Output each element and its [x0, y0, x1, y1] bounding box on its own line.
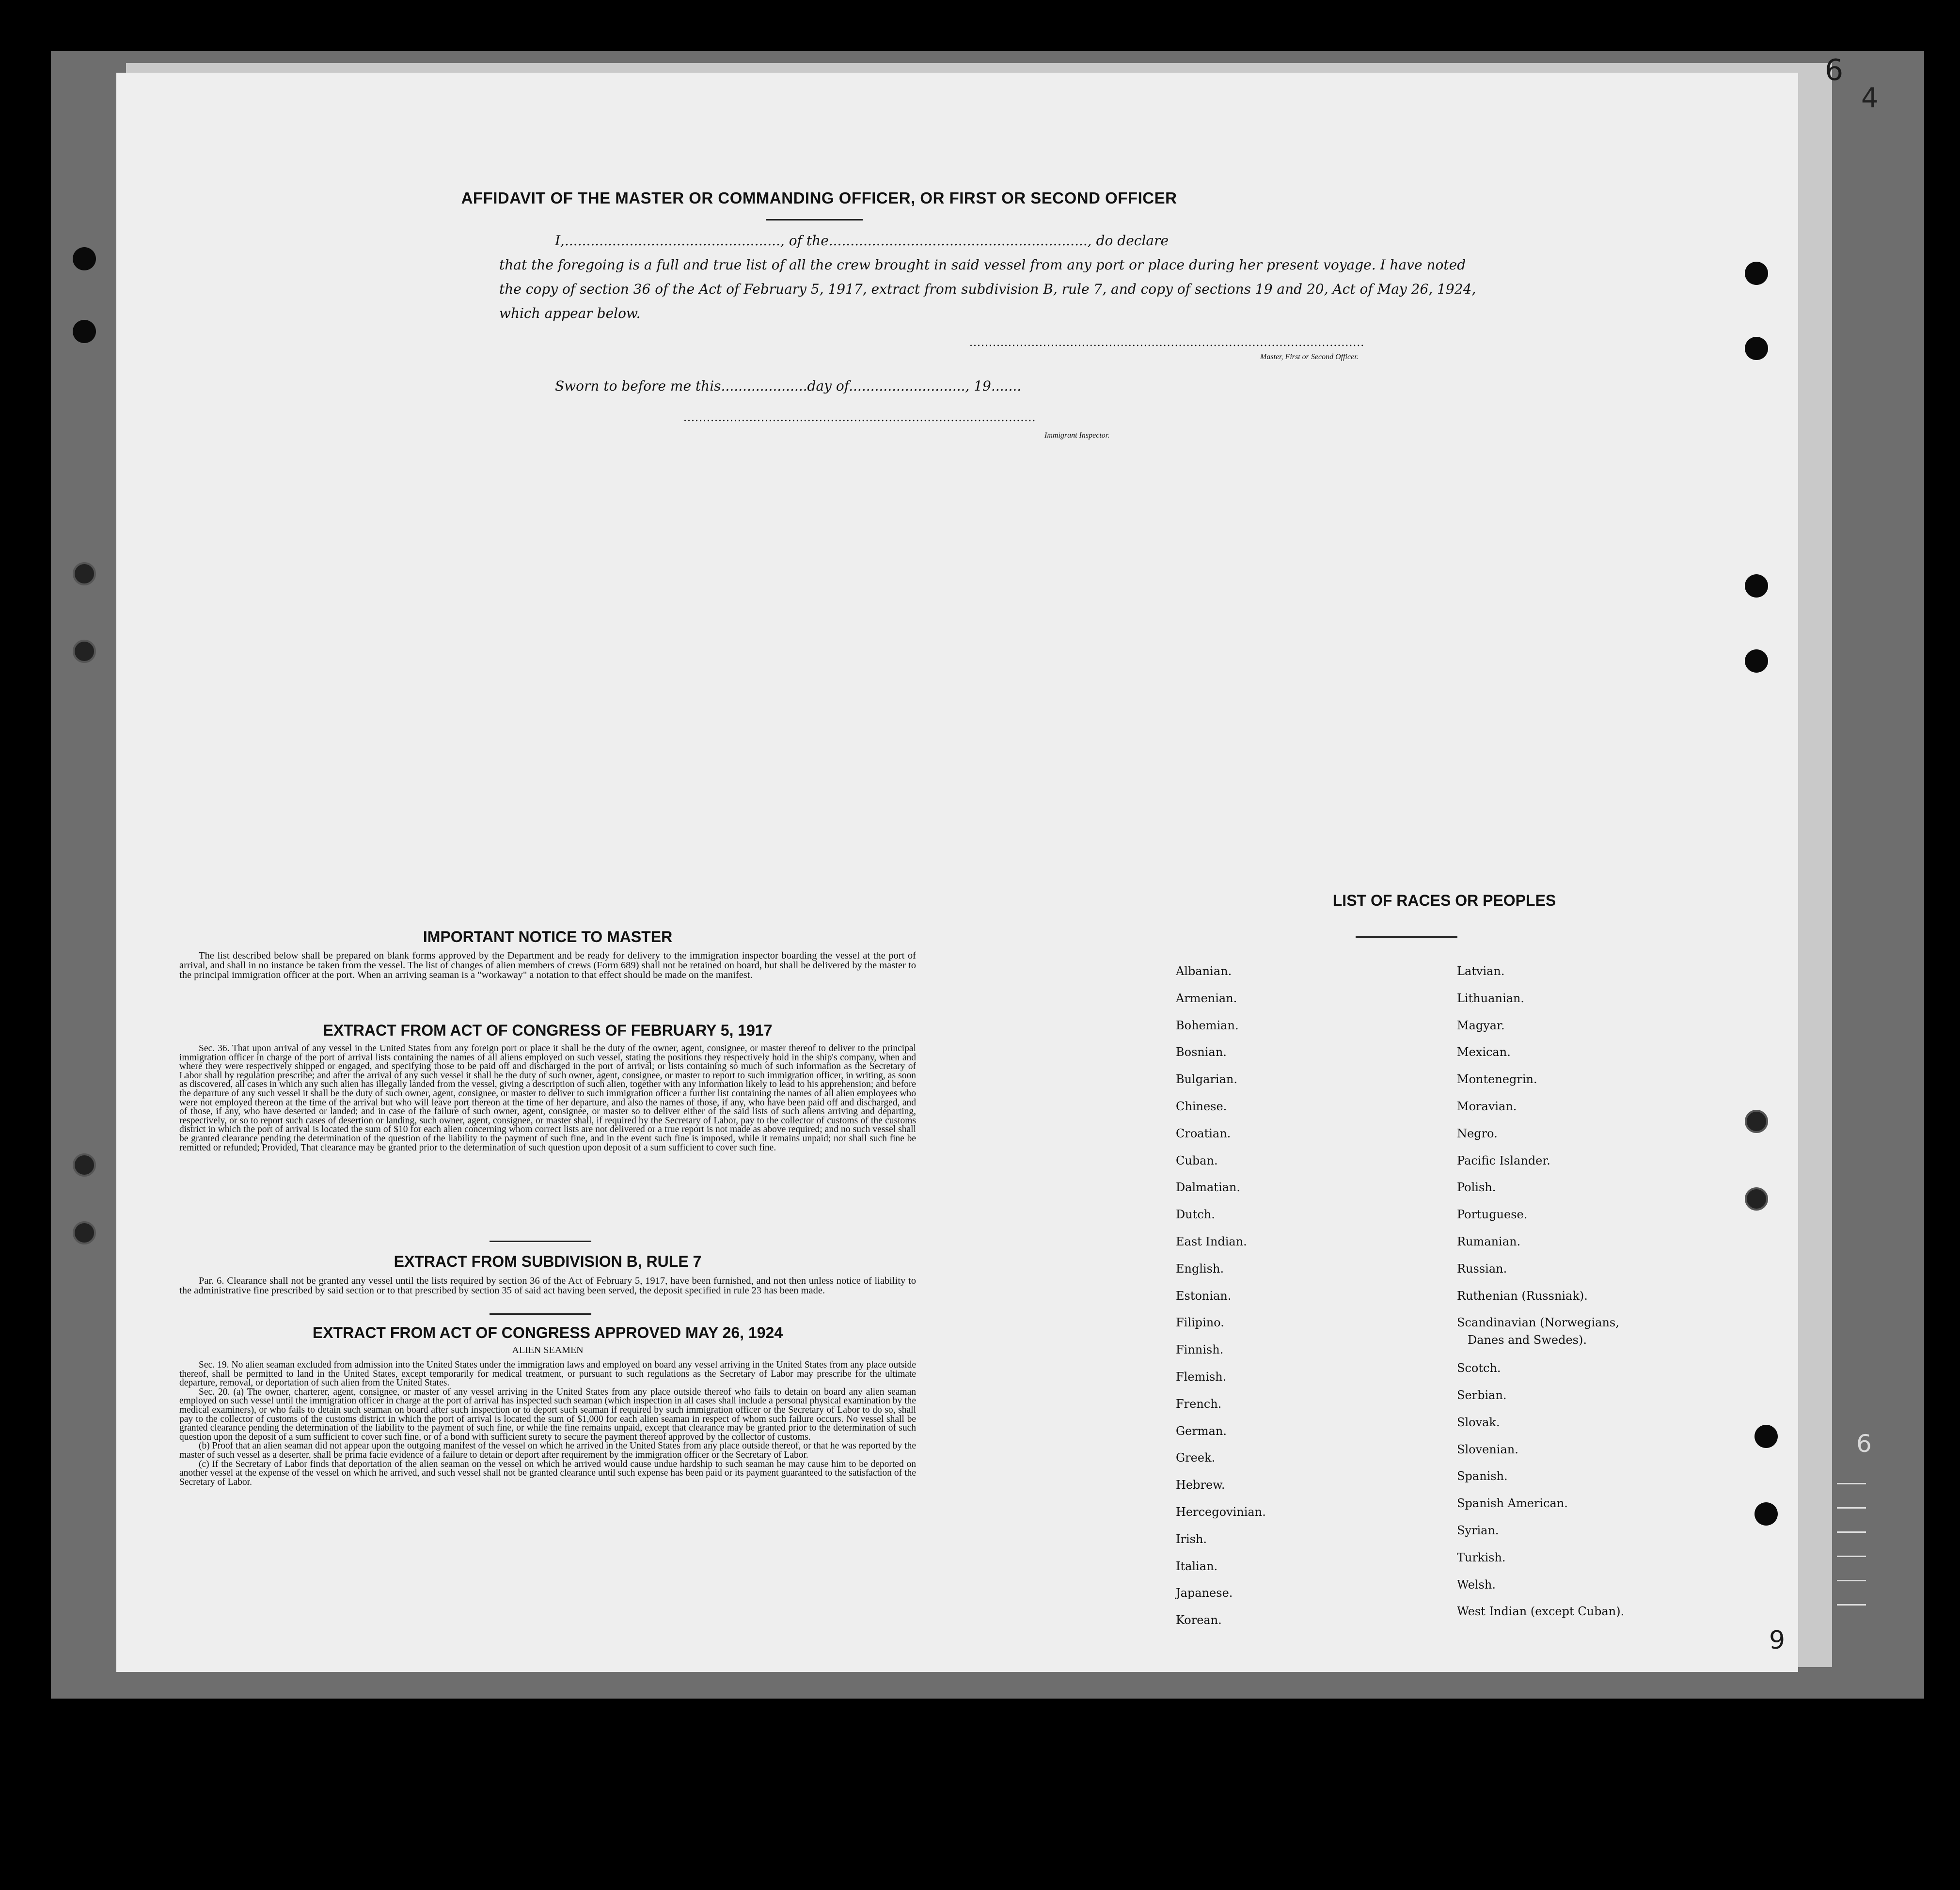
punch-hole: [1755, 1425, 1778, 1448]
race-item: East Indian.: [1176, 1235, 1247, 1248]
document-page: [116, 73, 1798, 1672]
race-item: Portuguese.: [1457, 1208, 1528, 1222]
extract-1917-text: [179, 1044, 916, 1152]
race-item: Pacific Islander.: [1457, 1153, 1550, 1167]
race-item: Magyar.: [1457, 1018, 1505, 1032]
race-item: Hercegovinian.: [1176, 1505, 1266, 1519]
race-item: German.: [1176, 1424, 1227, 1438]
race-item: Chinese.: [1176, 1100, 1227, 1113]
affidavit-line-3: the copy of section 36 of the Act of February 5, 1917, extract from subdivision B, rule 7, and copy of sections 19 and 20, Act of May 26, 1924,: [499, 281, 1476, 297]
subdivision-b-title: EXTRACT FROM SUBDIVISION B, RULE 7: [394, 1253, 702, 1270]
race-item: Bohemian.: [1176, 1018, 1239, 1032]
section-20b-paragraph: (b) Proof that an alien seaman did not appear upon the outgoing manifest of the vessel on which he arrived in the United States from any place outside thereof, or that he was reported by the master of such vessel as a deserter, shall be prima facie evidence of a failure to detain or deport after requirement by the immigration officer or the Secretary of Labor.: [179, 1441, 916, 1460]
race-item: Cuban.: [1176, 1153, 1218, 1167]
race-item: Scotch.: [1457, 1361, 1501, 1375]
race-item: Dalmatian.: [1176, 1181, 1241, 1195]
race-item: Japanese.: [1176, 1586, 1233, 1600]
alien-seamen-subtitle: ALIEN SEAMEN: [512, 1345, 584, 1355]
race-item: Finnish.: [1176, 1343, 1224, 1357]
bleed-through-texture: [649, 354, 1798, 1323]
race-item: Filipino.: [1176, 1316, 1224, 1330]
punch-hole: [1745, 649, 1768, 673]
section-20a-paragraph: Sec. 20. (a) The owner, charterer, agent, consignee, or master of any vessel arriving in the United States from any place outside thereof who fails to detain on board any alien seaman employed on such vessel until the immigration officer in charge at the port of arrival has inspected such seaman (which inspection in all cases shall include a personal physical examination by the medical examiners), or who fails to detain such seaman on board after such inspection or to deport such seaman if required by such immigration officer or the Secretary of Labor to do so, shall pay to the collector of customs of the customs district in which the port of arrival is located the sum of $1,000 for each alien seaman in respect of whom such failure occurs. No vessel shall be granted clearance pending the determination of the liability to the payment of such fine, or while the fine remains unpaid, except that clearance may be granted prior to the determination of such question upon the deposit of a sum sufficient to cover such fine, or of a bond with sufficient surety to secure the payment thereof approved by the collector of customs.: [179, 1386, 916, 1442]
punch-hole: [73, 1153, 96, 1177]
handwritten-tick: [1837, 1483, 1866, 1484]
race-item: Korean.: [1176, 1613, 1222, 1627]
race-item: Moravian.: [1457, 1100, 1517, 1113]
affidavit-line-4: which appear below.: [499, 305, 641, 321]
inspector-signature-label: Immigrant Inspector.: [1044, 431, 1110, 440]
race-item: Welsh.: [1457, 1577, 1496, 1591]
paragraph-6: Par. 6. Clearance shall not be granted any vessel until the lists required by section 36 of the Act of February 5, 1917, have been furnished, and not then unless notice of liability to the administrative fine prescribed by said section or to that prescribed by section 35 of said act having been served, the deposit specified in rule 23 has been made.: [179, 1276, 916, 1296]
race-item: Armenian.: [1176, 991, 1237, 1005]
race-item: Irish.: [1176, 1532, 1207, 1546]
extract-1924-text: [179, 1361, 916, 1487]
race-item: Serbian.: [1457, 1388, 1507, 1402]
master-signature-line: ......................................................................................................: [969, 337, 1365, 349]
race-item: Albanian.: [1176, 964, 1232, 978]
extract-1924-title: EXTRACT FROM ACT OF CONGRESS APPROVED MAY 26, 1924: [312, 1324, 783, 1341]
punch-hole: [1745, 1110, 1768, 1133]
divider-rule-1: [490, 1241, 591, 1242]
race-item: Montenegrin.: [1457, 1072, 1537, 1087]
affidavit-title: AFFIDAVIT OF THE MASTER OR COMMANDING OFFICER, OR FIRST OR SECOND OFFICER: [461, 189, 1177, 207]
handwritten-number: 6: [1825, 53, 1844, 87]
race-item: Spanish.: [1457, 1469, 1508, 1483]
race-item: Bulgarian.: [1176, 1072, 1237, 1087]
races-title-rule: [1356, 936, 1457, 938]
race-item: Slovak.: [1457, 1415, 1500, 1429]
punch-hole: [1745, 1187, 1768, 1211]
affidavit-line-2: that the foregoing is a full and true list of all the crew brought in said vessel from any port or place during her present voyage. I have noted: [499, 257, 1466, 273]
race-item: Rumanian.: [1457, 1235, 1521, 1248]
handwritten-number: 6: [1856, 1430, 1872, 1458]
sworn-line: Sworn to before me this....................day of..........................., 19.......: [555, 378, 1022, 394]
race-item: Negro.: [1457, 1126, 1498, 1140]
race-item: Hebrew.: [1176, 1478, 1225, 1492]
race-item: Latvian.: [1457, 964, 1505, 978]
race-item: Flemish.: [1176, 1370, 1227, 1384]
handwritten-tick: [1837, 1556, 1866, 1557]
handwritten-tick: [1837, 1507, 1866, 1509]
punch-hole: [1745, 337, 1768, 360]
race-item: Estonian.: [1176, 1289, 1232, 1303]
subdivision-b-text: [179, 1276, 916, 1295]
race-item: Spanish American.: [1457, 1496, 1568, 1511]
handwritten-tick: [1837, 1531, 1866, 1533]
race-item: Dutch.: [1176, 1208, 1215, 1222]
race-item: Lithuanian.: [1457, 991, 1525, 1005]
punch-hole: [73, 640, 96, 663]
race-item: Scandinavian (Norwegians,: [1457, 1316, 1619, 1330]
race-item: English.: [1176, 1261, 1224, 1276]
race-item: Italian.: [1176, 1559, 1218, 1573]
handwritten-tick: [1837, 1604, 1866, 1606]
master-signature-label: Master, First or Second Officer.: [1260, 353, 1359, 361]
punch-hole: [1755, 1502, 1778, 1526]
affidavit-line-1: I,.................................................., of the............................................................, do declare: [555, 233, 1169, 249]
race-item: West Indian (except Cuban).: [1457, 1605, 1625, 1619]
section-19-paragraph: Sec. 19. No alien seaman excluded from admission into the United States under the immigration laws and employed on board any vessel arriving in the United States from any place outside thereof, shall be permitted to land in the United States, except temporarily for medical treatment, or pursuant to such regulations as the Secretary of Labor may prescribe for the ultimate departure, removal, or deportation of such alien from the United States.: [179, 1360, 916, 1388]
race-item: Mexican.: [1457, 1045, 1511, 1059]
handwritten-number: 9: [1769, 1626, 1786, 1655]
race-item: Croatian.: [1176, 1126, 1231, 1140]
race-item: Turkish.: [1457, 1550, 1506, 1564]
divider-rule-2: [490, 1313, 591, 1315]
race-item: Danes and Swedes).: [1468, 1333, 1587, 1347]
race-item: Polish.: [1457, 1181, 1496, 1195]
notice-text: [179, 951, 916, 980]
handwritten-tick: [1837, 1580, 1866, 1581]
race-item: Slovenian.: [1457, 1442, 1518, 1456]
punch-hole: [73, 247, 96, 270]
handwritten-number: 4: [1861, 82, 1879, 114]
section-36-paragraph: Sec. 36. That upon arrival of any vessel in the United States from any foreign port or place it shall be the duty of the owner, agent, consignee, or master thereof to deliver to the principal immigration officer in charge of the port of arrival lists containing the names of all aliens employed on such vessel, stating the positions they respectively hold in the ship's company, when and where they were respectively shipped or engaged, and specifying those to be paid off and discharged in the port of arrival; or lists containing so much of such information as the Secretary of Labor shall by regulation prescribe; and after the arrival of any such vessel it shall be the duty of such owner, agent, consignee, or master to report to such immigration officer, in writing, as soon as discovered, all cases in which any such alien has illegally landed from the vessel, giving a description of such alien, together with any information likely to lead to his apprehension; and before the departure of any such vessel it shall be the duty of such owner, agent, consignee, or master to deliver to such immigration officer a further list containing the names of all alien employees who were not employed thereon at the time of the arrival but who will leave port thereon at the time of her departure, and also the names of those, if any, who have been paid off and discharged, and of those, if any, who have deserted or landed; and in case of the failure of such owner, agent, consignee, or master so to deliver either of the said lists of such aliens arriving and departing, respectively, or so to report such cases of desertion or landing, such owner, agent, consignee, or master shall, if required by the Secretary of Labor, pay to the collector of customs of the customs district in which the port of arrival is located the sum of $10 for each alien concerning whom correct lists are not delivered or a true report is not made as above required; and no such vessel shall be granted clearance pending the determination of the question of the liability to the payment of such fine, and in the event such fine is imposed, while it remains unpaid; nor shall such fine be remitted or refunded; Provided, That clearance may be granted prior to the determination of such question upon deposit of a sum sufficient to cover such fine.: [179, 1043, 916, 1153]
race-item: French.: [1176, 1397, 1222, 1411]
race-item: Greek.: [1176, 1451, 1216, 1465]
punch-hole: [73, 562, 96, 585]
title-rule: [766, 219, 863, 220]
punch-hole: [1745, 262, 1768, 285]
race-item: Russian.: [1457, 1261, 1507, 1276]
races-title: LIST OF RACES OR PEOPLES: [1332, 892, 1556, 909]
race-item: Syrian.: [1457, 1524, 1499, 1537]
punch-hole: [73, 320, 96, 343]
notice-paragraph: The list described below shall be prepared on blank forms approved by the Department and be ready for delivery to the immigration inspector boarding the vessel at the port of arrival, and shall in no instance be taken from the vessel. The list of changes of alien members of crews (Form 689) shall not be retained on board, but shall be delivered by the master to the principal immigration officer at the port. When an arriving seaman is a "workaway" a notation to that effect should be made on the manifest.: [179, 950, 916, 980]
section-20c-paragraph: (c) If the Secretary of Labor finds that deportation of the alien seaman on the vessel on which he arrived would cause undue hardship to such seaman he may cause him to be deported on another vessel at the expense of the vessel on which he arrived, and such vessel shall not be granted clearance until such expense has been paid or its payment guaranteed to the satisfaction of the Secretary of Labor.: [179, 1459, 916, 1487]
extract-1917-title: EXTRACT FROM ACT OF CONGRESS OF FEBRUARY 5, 1917: [323, 1022, 773, 1039]
notice-title: IMPORTANT NOTICE TO MASTER: [423, 928, 673, 945]
punch-hole: [1745, 574, 1768, 598]
inspector-signature-line: ...........................................................................................: [683, 412, 1036, 424]
punch-hole: [73, 1221, 96, 1244]
race-item: Bosnian.: [1176, 1045, 1227, 1059]
race-item: Ruthenian (Russniak).: [1457, 1289, 1588, 1303]
